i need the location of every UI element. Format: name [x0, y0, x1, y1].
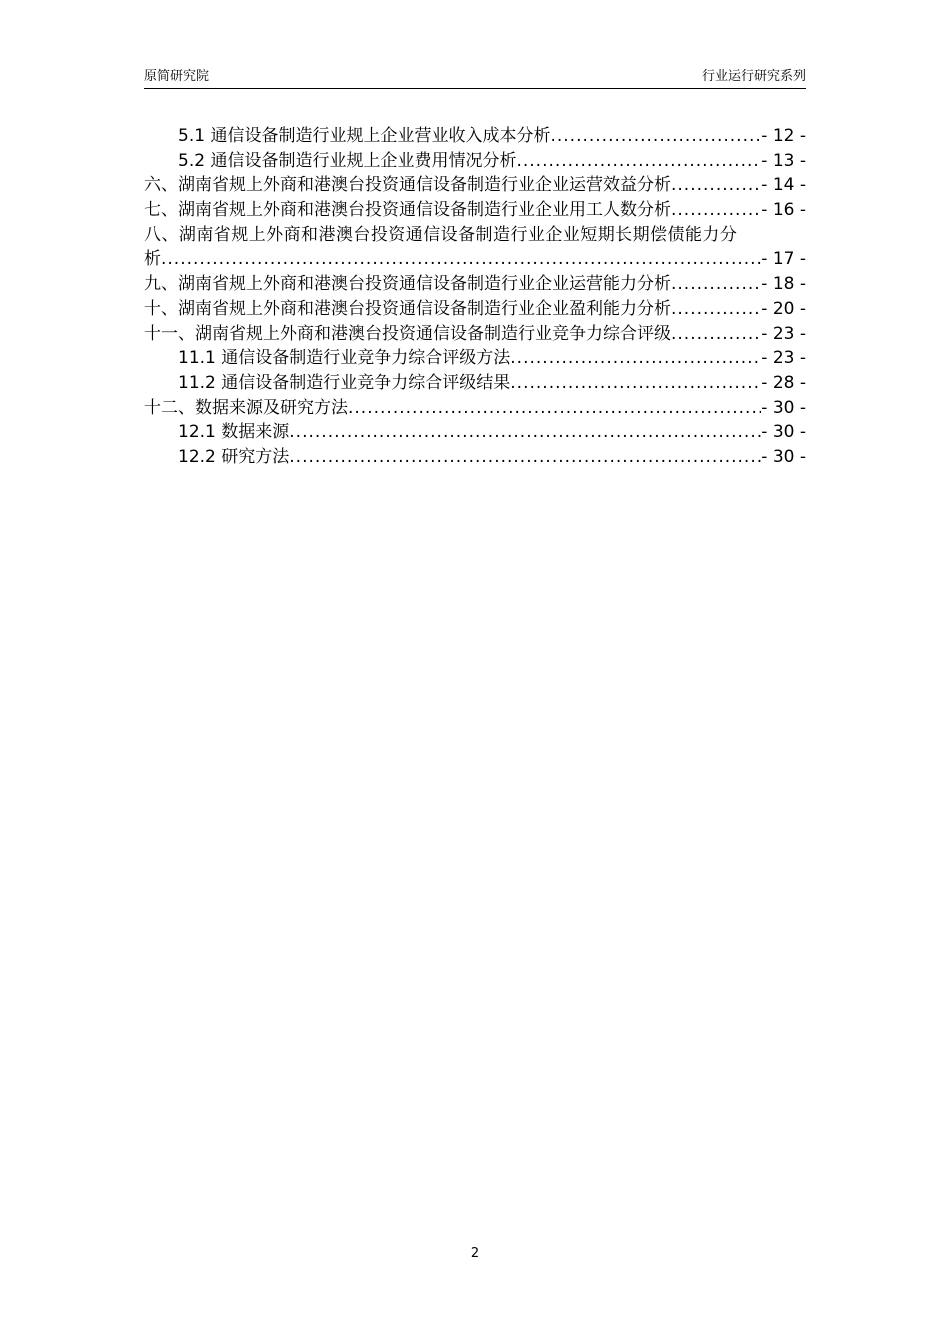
toc-entry[interactable]	[144, 346, 806, 371]
toc-entry-page: - 28 -	[761, 372, 806, 393]
toc-entry-title: 十一、湖南省规上外商和港澳台投资通信设备制造行业竞争力综合评级	[144, 323, 671, 344]
toc-entry[interactable]	[144, 322, 806, 347]
toc-dot-leader	[671, 297, 761, 322]
toc-entry-page: - 16 -	[761, 200, 806, 221]
toc-entry-page: - 13 -	[761, 150, 806, 171]
toc-entry-title-line1: 八、湖南省规上外商和港澳台投资通信设备制造行业企业短期长期偿债能力分	[144, 224, 738, 245]
toc-entry[interactable]	[144, 124, 806, 149]
toc-entry-page: - 14 -	[761, 175, 806, 196]
toc-entry[interactable]	[144, 173, 806, 198]
toc-entry-title: 11.1 通信设备制造行业竞争力综合评级方法	[178, 348, 511, 369]
toc-dot-leader	[161, 247, 761, 272]
toc-entry[interactable]	[144, 272, 806, 297]
toc-dot-leader	[510, 371, 761, 396]
toc-entry-page: - 30 -	[761, 422, 806, 443]
toc-entry-page: - 17 -	[761, 249, 806, 270]
toc-entry[interactable]	[144, 149, 806, 174]
toc-entry-page: - 30 -	[761, 397, 806, 418]
toc-dot-leader	[671, 322, 761, 347]
toc-entry-title: 5.2 通信设备制造行业规上企业费用情况分析	[178, 150, 517, 171]
toc-entry[interactable]	[144, 198, 806, 223]
toc-entry-page: - 12 -	[761, 126, 806, 146]
toc-dot-leader	[289, 420, 761, 445]
toc-entry-title: 十二、数据来源及研究方法	[144, 397, 348, 418]
toc-entry-page: - 18 -	[761, 274, 806, 295]
toc-entry[interactable]	[144, 445, 806, 470]
toc-dot-leader	[671, 272, 761, 297]
toc-dot-leader	[516, 149, 761, 174]
header-series-title: 行业运行研究系列	[701, 69, 806, 84]
toc-entry-title: 九、湖南省规上外商和港澳台投资通信设备制造行业企业运营能力分析	[144, 274, 671, 295]
toc-entry[interactable]	[144, 396, 806, 421]
toc-dot-leader	[510, 346, 761, 371]
toc-entry[interactable]	[144, 420, 806, 445]
toc-entry-title: 六、湖南省规上外商和港澳台投资通信设备制造行业企业运营效益分析	[144, 175, 671, 196]
toc-entry-page: - 20 -	[761, 298, 806, 319]
header-organization: 原简研究院	[144, 69, 210, 84]
toc-dot-leader	[550, 124, 761, 149]
toc-entry-title: 12.1 数据来源	[178, 422, 290, 443]
toc-dot-leader	[289, 445, 761, 470]
toc-entry-page: - 23 -	[761, 348, 806, 369]
toc-entry-wrapped[interactable]	[144, 223, 806, 272]
toc-entry[interactable]	[144, 371, 806, 396]
toc-dot-leader	[671, 173, 761, 198]
page-header	[144, 68, 806, 89]
toc-entry-title: 七、湖南省规上外商和港澳台投资通信设备制造行业企业用工人数分析	[144, 200, 671, 221]
toc-entry[interactable]	[144, 297, 806, 322]
toc-entry-title: 5.1 通信设备制造行业规上企业营业收入成本分析	[178, 126, 551, 146]
toc-entry-title: 11.2 通信设备制造行业竞争力综合评级结果	[178, 372, 511, 393]
table-of-contents	[144, 124, 806, 470]
toc-entry-title: 十、湖南省规上外商和港澳台投资通信设备制造行业企业盈利能力分析	[144, 298, 671, 319]
page-number: 2	[470, 1246, 480, 1261]
toc-entry-page: - 30 -	[761, 446, 806, 467]
toc-dot-leader	[348, 396, 761, 421]
toc-entry-title-line2: 析	[144, 249, 161, 270]
toc-dot-leader	[671, 198, 761, 223]
toc-entry-page: - 23 -	[761, 323, 806, 344]
toc-entry-title: 12.2 研究方法	[178, 446, 290, 467]
